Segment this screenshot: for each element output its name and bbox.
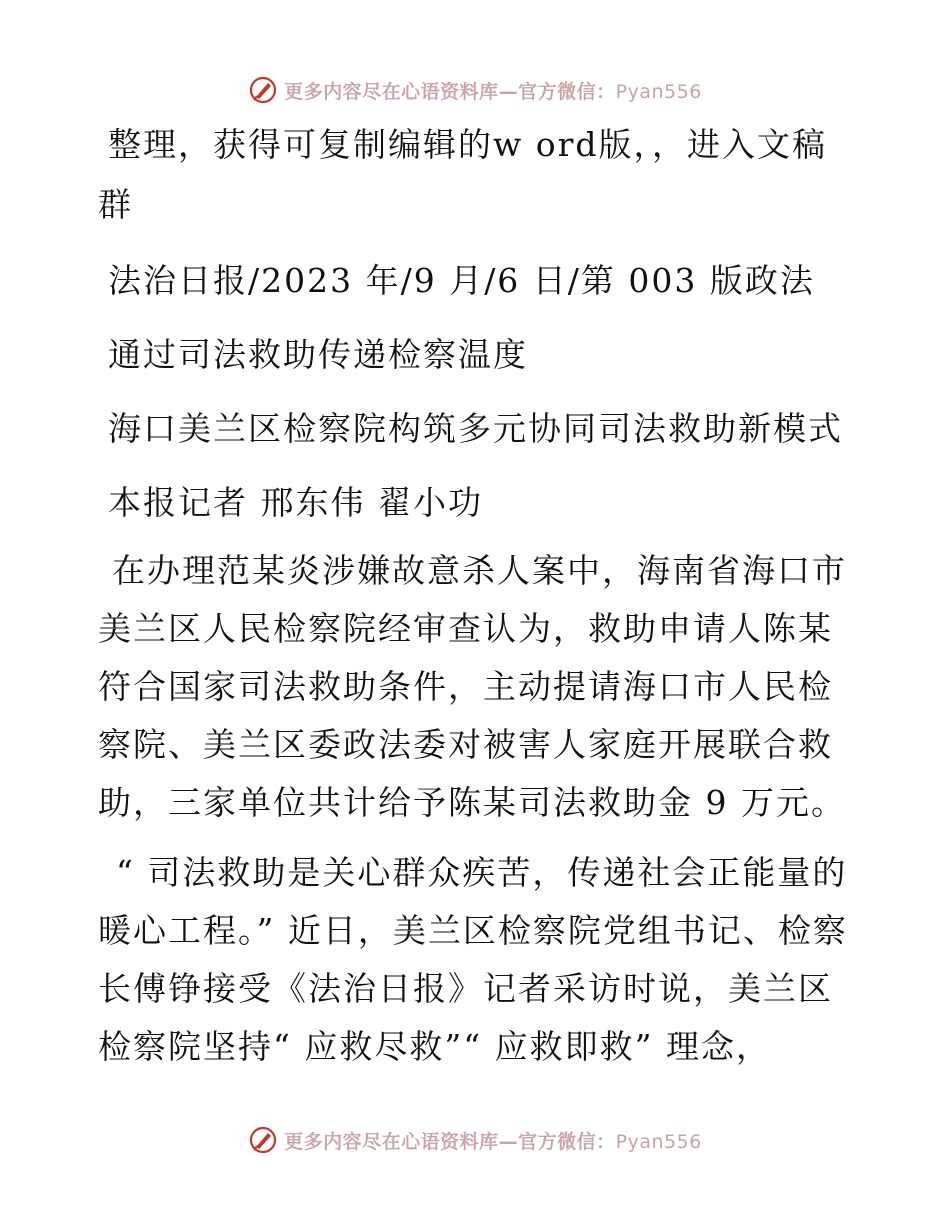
intro-line-continued: 群 (98, 185, 133, 224)
source-line: 法治日报/2023 年/9 月/6 日/第 003 版政法 (108, 261, 815, 300)
watermark-account: Pyan556 (615, 80, 702, 103)
document-body (98, 122, 858, 1076)
article-subtitle: 海口美兰区检察院构筑多元协同司法救助新模式 (108, 409, 843, 448)
byline: 本报记者 邢东伟 翟小功 (108, 483, 483, 522)
article-title: 通过司法救助传递检察温度 (108, 335, 528, 374)
footer-watermark (0, 1120, 950, 1160)
watermark-account: Pyan556 (615, 1130, 702, 1153)
intro-line: 整理，获得可复制编辑的w ord版，，进入文稿 (108, 125, 828, 164)
quill-pen-logo-icon (248, 75, 278, 105)
header-watermark (0, 70, 950, 110)
watermark-text: 更多内容尽在心语资料库—官方微信：Pyan556 (284, 80, 702, 103)
quill-pen-logo-icon (248, 1125, 278, 1155)
paragraph-1: 在办理范某炎涉嫌故意杀人案中，海南省海口市美兰区人民检察院经审查认为，救助申请人陈某符合国家司法救助条件，主动提请海口市人民检察院、美兰区委政法委对被害人家庭开展联合救助，三家单位共计给予陈某司法救助金 9 万元。 (98, 551, 847, 822)
paragraph-2: “ 司法救助是关心群众疾苦，传递社会正能量的暖心工程。” 近日，美兰区检察院党组书记、检察长傅铮接受《法治日报》记者采访时说，美兰区检察院坚持“ 应救尽救”“ 应救即救” 理念， (98, 853, 848, 1066)
watermark-text: 更多内容尽在心语资料库—官方微信：Pyan556 (284, 1130, 702, 1153)
